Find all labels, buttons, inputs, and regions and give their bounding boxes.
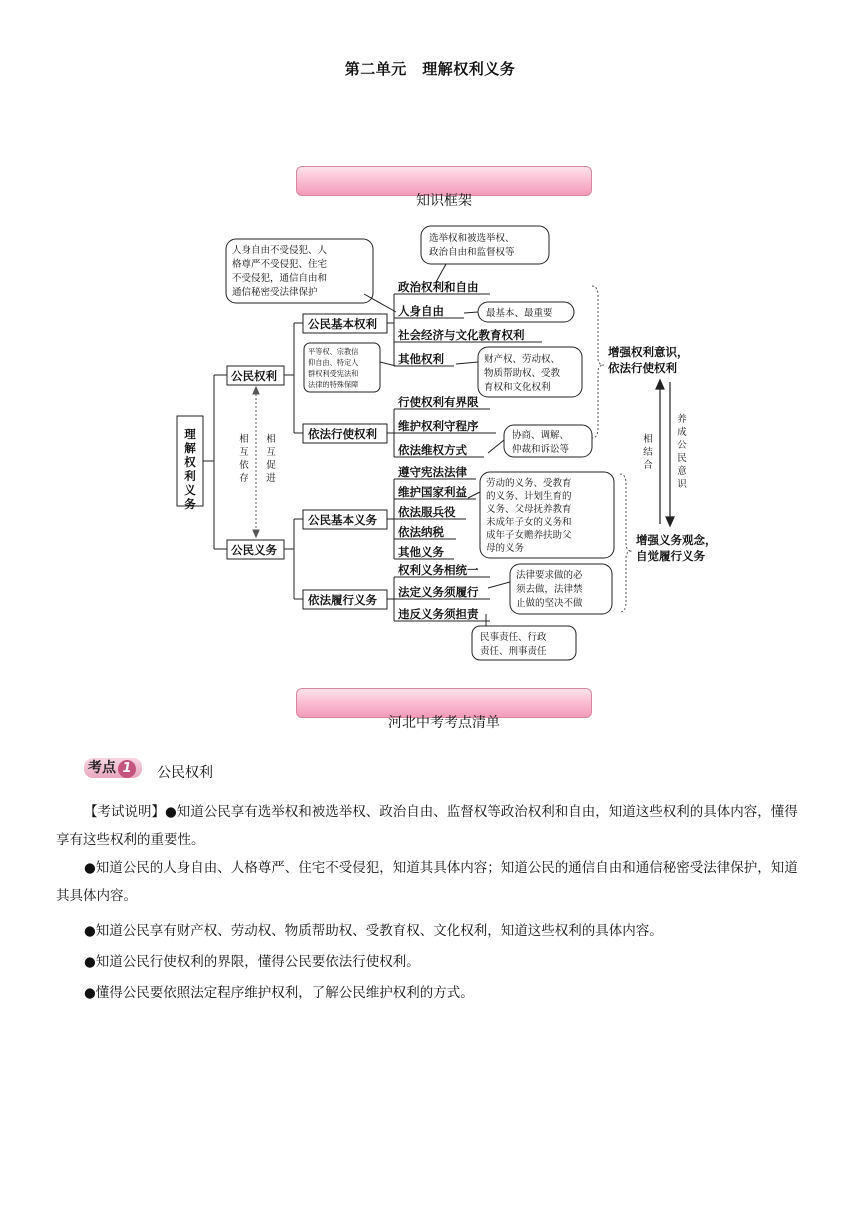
root-char: 义 — [184, 483, 196, 497]
item-liability: 违反义务须担责 — [398, 607, 479, 621]
paragraph: ●知道公民享有财产权、劳动权、物质帮助权、受教育权、文化权利，知道这些权利的具体内容。 — [84, 923, 663, 939]
diagram-element: 存 — [239, 473, 249, 484]
diagram-element — [488, 582, 510, 588]
basic-duties-label: 公民基本义务 — [308, 513, 377, 527]
diagram-element: 义务、父母抚养教育 — [486, 504, 572, 515]
diagram-element: 民事责任、行政 — [480, 632, 547, 643]
diagram-element — [456, 362, 478, 364]
paragraph: ●懂得公民要依照法定程序维护权利，了解公民维护权利的方式。 — [84, 985, 474, 1001]
root-char: 务 — [184, 497, 196, 511]
diagram-element: 相 — [239, 434, 249, 445]
diagram-element — [253, 387, 259, 394]
diagram-element: 意 — [677, 466, 687, 477]
diagram-element: 合 — [643, 460, 653, 471]
basic-rights-label: 公民基本权利 — [308, 317, 377, 331]
diagram-element: 互 — [266, 447, 276, 458]
item-unity: 权利义务相统一 — [398, 563, 479, 577]
rights-label: 公民权利 — [231, 369, 277, 383]
diagram-element: 协商、调解、 — [512, 430, 570, 441]
section-badge-label: 考点 — [88, 760, 116, 776]
root-char: 权 — [184, 455, 196, 469]
diagram-element: 自觉履行义务 — [636, 549, 705, 563]
diagram-element: 不受侵犯，通信自由和 — [232, 273, 328, 284]
section-badge — [84, 758, 142, 778]
diagram-element: 养 — [677, 414, 687, 425]
item-other-duties: 其他义务 — [398, 545, 444, 559]
item-methods: 依法维权方式 — [398, 443, 467, 457]
paragraph: ●知道公民行使权利的界限，懂得公民要依法行使权利。 — [84, 954, 420, 970]
section-badge-number: 1 — [118, 760, 136, 778]
conclusion-rights — [607, 345, 689, 375]
note-personal — [232, 244, 328, 298]
paragraph: ●知道公民的人身自由、人格尊严、住宅不受侵犯，知道其具体内容；知道公民的通信自由和通信秘密受法律保护，知道其具体内容。 — [56, 860, 798, 904]
diagram-element — [421, 226, 549, 264]
diagram-element — [364, 294, 396, 312]
diagram-element — [620, 474, 632, 612]
diagram-element: 结 — [643, 447, 653, 458]
item-constitution: 遵守宪法法律 — [398, 465, 467, 479]
combine-label — [643, 433, 653, 471]
diagram-element: 育权和文化权利 — [484, 382, 551, 393]
item-limit: 行使权利有界限 — [398, 395, 479, 409]
diagram-element: 相 — [643, 434, 653, 445]
diagram-element: 仰自由、特定人 — [308, 358, 359, 367]
diagram-element: 人身自由不受侵犯、人 — [232, 245, 328, 256]
perform-duties-label: 依法履行义务 — [308, 593, 377, 607]
diagram-element: 平等权、宗教信 — [308, 347, 359, 356]
diagram-element: 止做的坚决不做 — [516, 598, 583, 609]
diagram-element: 增强权利意识， — [608, 345, 689, 359]
diagram-element: 仲裁和诉讼等 — [512, 444, 570, 455]
item-political: 政治权利和自由 — [398, 280, 479, 294]
item-procedure: 维护权利守程序 — [398, 419, 479, 433]
diagram-element — [464, 312, 478, 313]
paragraph: 【考试说明】●知道公民享有选举权和被选举权、政治自由、监督权等政治权利和自由，知道这些权利的具体内容，懂得享有这些权利的重要性。 — [56, 804, 798, 848]
diagram-element: 法律要求做的必 — [516, 570, 583, 581]
diagram-element: 进 — [266, 473, 276, 484]
diagram-element: 成年子女赡养扶助父 — [486, 530, 572, 541]
diagram-element: 物质帮助权、受教 — [484, 368, 561, 379]
diagram-element: 责任、刑事责任 — [480, 646, 547, 657]
root-char: 解 — [184, 441, 196, 455]
item-national: 维护国家利益 — [398, 485, 467, 499]
cultivate-label — [677, 413, 687, 490]
duties-label: 公民义务 — [231, 543, 277, 557]
diagram-element: 的义务、计划生育的 — [486, 491, 572, 502]
note-duties — [486, 477, 572, 554]
root-char: 利 — [184, 469, 196, 483]
item-military: 依法服兵役 — [398, 505, 456, 519]
diagram-element: 劳动的义务、受教育 — [486, 478, 572, 489]
diagram-element: 互 — [239, 447, 249, 458]
item-must-perform: 法定义务须履行 — [398, 585, 479, 599]
diagram-element: 选举权和被选举权、 — [429, 233, 515, 244]
diagram-element: 未成年子女的义务和 — [486, 517, 572, 528]
note-methods — [512, 429, 570, 455]
note-must — [516, 569, 583, 609]
diagram-element — [656, 380, 664, 389]
exercise-rights-label: 依法行使权利 — [308, 427, 377, 441]
diagram-element: 母的义务 — [486, 543, 525, 554]
diagram-element — [666, 517, 674, 526]
diagram-element: 民 — [677, 453, 687, 464]
diagram-element: 财产权、劳动权、 — [484, 354, 561, 365]
diagram-element — [592, 286, 604, 438]
diagram-element: 依法行使权利 — [608, 361, 677, 375]
conclusion-duties — [636, 533, 717, 563]
page-title: 第二单元 理解权利义务 — [344, 60, 516, 78]
diagram-element: 政治自由和监督权等 — [429, 247, 515, 258]
diagram-element — [253, 530, 259, 537]
item-other-rights: 其他权利 — [398, 352, 444, 366]
diagram-element: 增强义务观念， — [636, 533, 717, 547]
root-char: 理 — [184, 427, 196, 441]
diagram-element: 群权利受宪法和 — [308, 369, 359, 378]
section-title: 公民权利 — [157, 765, 213, 781]
note-other-right — [484, 353, 561, 393]
diagram-element: 依 — [239, 460, 249, 471]
item-tax: 依法纳税 — [398, 525, 444, 539]
diagram-element: 促 — [266, 460, 276, 471]
note-most: 最基本、最重要 — [486, 308, 553, 319]
diagram-element: 相 — [266, 434, 276, 445]
mutual-right-label — [266, 433, 276, 484]
diagram-element: 成 — [677, 427, 687, 438]
diagram-element: 法律的特殊保障 — [308, 380, 359, 389]
diagram-element: 识 — [677, 479, 687, 490]
note-other-left — [308, 347, 358, 389]
framework-banner-label: 知识框架 — [416, 193, 472, 209]
note-political — [429, 232, 515, 258]
mutual-left-label — [239, 433, 249, 484]
diagram-element: 公 — [677, 440, 687, 451]
item-personal: 人身自由 — [398, 304, 444, 318]
note-liability — [480, 631, 547, 657]
diagram-element: 通信秘密受法律保护 — [232, 287, 318, 298]
diagram-element: 格尊严不受侵犯、住宅 — [232, 259, 328, 270]
item-social: 社会经济与文化教育权利 — [398, 328, 525, 342]
root-label — [183, 427, 196, 511]
knowledge-framework-diagram — [174, 222, 734, 662]
diagram-element — [468, 492, 480, 498]
diagram-element — [488, 440, 504, 453]
diagram-element: 须去做，法律禁 — [516, 584, 583, 595]
checklist-banner-label: 河北中考考点清单 — [388, 715, 500, 731]
